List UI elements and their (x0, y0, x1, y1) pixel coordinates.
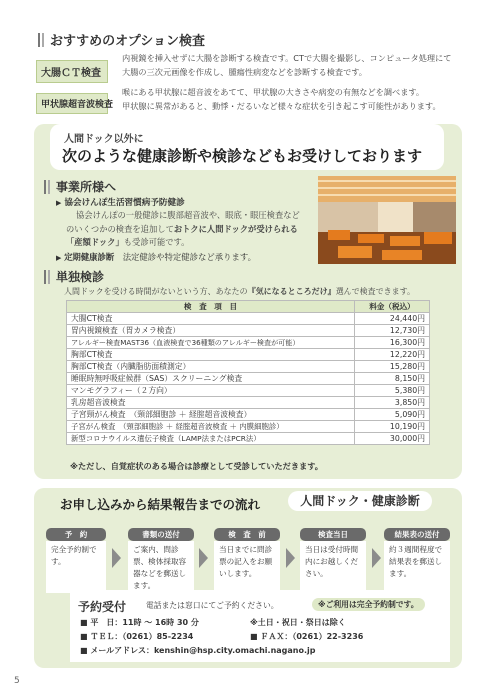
lounge-photo (318, 176, 456, 264)
flow-title: お申し込みから結果報告までの流れ (60, 497, 261, 512)
flow-title-tag: 人間ドック・健康診断 (288, 491, 432, 511)
page-number: 5 (14, 676, 20, 686)
reception-title: 予約受付 (78, 600, 127, 614)
flow-step-before: 検 査 前 当日までに問診票の記入をお願いします。 (214, 528, 280, 593)
flow-arrow-icon (372, 548, 381, 568)
banner-main: 次のような健康診断や検診などもお受けしております (62, 147, 423, 165)
reservation-only-badge: ※ご利用は完全予約制です。 (312, 598, 425, 611)
heading-bars-icon (44, 180, 50, 194)
reception-lead: 電話または窓口にてご予約ください。 (146, 601, 279, 610)
reception-tel: ■ ＴＥＬ：（0261）85-2234 (80, 632, 194, 641)
table-row: 乳房超音波検査 3,850円 (67, 397, 430, 409)
banner-sub: 人間ドック以外に (64, 134, 144, 145)
flow-arrow-icon (286, 548, 295, 568)
table-row: アレルギー検査MAST36（血液検査で36種類のアレルギー検査が可能） 16,300円 (67, 337, 430, 349)
reception-mail: ■ メールアドレス：kenshin@hsp.city.omachi.nagano.jp (80, 646, 316, 655)
table-row: 睡眠時無呼吸症候群（SAS）スクリーニング検査 8,150円 (67, 373, 430, 385)
triangle-bullet-icon: ▶ (56, 199, 62, 207)
heading-bars-icon (44, 270, 50, 284)
table-row: 大腸CT検査 24,440円 (67, 313, 430, 325)
option-tag-colon-ct: 大腸ＣＴ検査 (36, 60, 108, 83)
option-desc-thyroid: 喉にある甲状腺に超音波をあてて、甲状腺の大きさや病変の有無などを調べます。 甲状腺に異常があると、動悸・だるいなど様々な症状を引き起こす可能性があります。 (122, 87, 441, 111)
single-note: ※ただし、自覚症状のある場合は診療として受診していただきます。 (70, 461, 323, 471)
table-row: 胸部CT検査 12,220円 (67, 349, 430, 361)
table-row: 子宮がん検査 （頸部細胞診 ＋ 経腟超音波検査 ＋ 内膜細胞診） 10,190円 (67, 421, 430, 433)
business-item1-head: ▶ 協会けんぽ生活習慣病予防健診 (56, 198, 185, 208)
single-title: 単独検診 (44, 268, 104, 285)
option-tag-thyroid: 甲状腺超音波検査 (36, 93, 108, 114)
flow-step-results: 結果表の送付 約３週間程度で結果表を郵送します。 (384, 528, 450, 593)
options-title: おすすめのオプション検査 (38, 30, 205, 49)
table-row: 新型コロナウイルス遺伝子検査（LAMP法またはPCR法） 30,000円 (67, 433, 430, 445)
business-item1-body: 協会けんぽの一般健診に腹部超音波や、眼底・眼圧検査など のいくつかの検査を追加しておトクに人間ドックが受けられる 「産額ドック」も受診可能です。 (66, 210, 300, 247)
heading-bars-icon (38, 33, 44, 47)
flow-step-documents: 書類の送付 ご案内、問診票、検体採取容器などを郵送します。 (128, 528, 194, 593)
col-price-header: 料金（税込） (355, 301, 430, 313)
table-row: マンモグラフィー（２方向） 5,380円 (67, 385, 430, 397)
flow-arrow-icon (112, 548, 121, 568)
table-row: 胃内視鏡検査（胃カメラ検査） 12,730円 (67, 325, 430, 337)
table-row: 子宮頸がん検査 （頸部細胞診 ＋ 経腟超音波検査） 5,090円 (67, 409, 430, 421)
flow-arrow-icon (199, 548, 208, 568)
business-item2: ▶ 定期健康診断 法定健診や特定健診など承ります。 (56, 252, 257, 262)
table-row: 胸部CT検査（内臓脂肪面積測定） 15,280円 (67, 361, 430, 373)
single-intro: 人間ドックを受ける時間がないという方、あなたの『気になるところだけ』選んで検査できます。 (64, 287, 416, 296)
price-table (66, 300, 430, 445)
flow-step-reserve: 予 約 完全予約制です。 (46, 528, 106, 593)
table-header-row (67, 301, 430, 313)
reception-closed: ※土日・祝日・祭日は除く (250, 618, 346, 627)
business-title: 事業所様へ (44, 178, 116, 195)
reception-hours: ■ 平 日：11時 ～ 16時 30 分 (80, 618, 199, 627)
flow-step-day: 検査当日 当日は受付時間内にお越しください。 (300, 528, 366, 593)
option-desc-colon-ct: 内視鏡を挿入せずに大腸を診断する検査です。CTで大腸を撮影し、コンピュータ処理にて 大腸の三次元画像を作成し、腫瘍性病変などを診断する検査です。 (122, 53, 452, 77)
triangle-bullet-icon: ▶ (56, 254, 62, 262)
reception-fax: ■ ＦＡＸ：（0261）22-3236 (250, 632, 364, 641)
col-name-header: 検 査 項 目 (67, 301, 355, 313)
